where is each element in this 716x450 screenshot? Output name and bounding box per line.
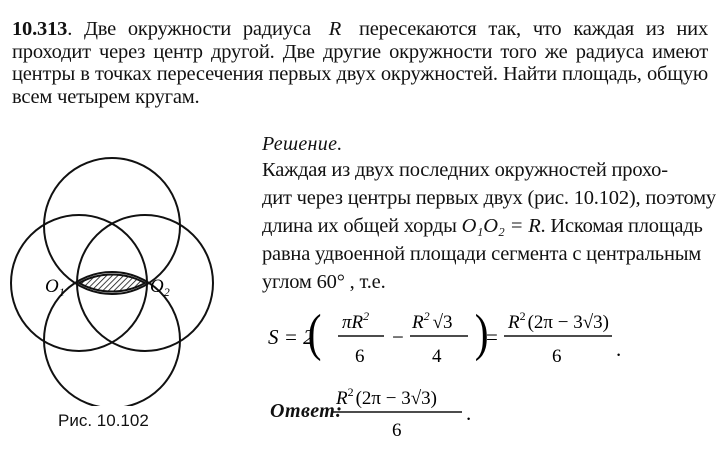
solution-line-5b: , т.е. bbox=[349, 271, 386, 293]
formula-end-dot: . bbox=[616, 337, 622, 361]
solution-line-2: дит через центры первых двух (рис. 10.102), поэтому bbox=[262, 187, 716, 209]
solution-line-3 bbox=[262, 212, 708, 240]
solution-line-5a: углом bbox=[262, 271, 312, 293]
answer-numerator: $R^2$ (2π − 3√3) bbox=[336, 385, 437, 409]
answer-denominator: 6 bbox=[392, 420, 402, 441]
frac2-numerator: $R^2$ √3 bbox=[412, 309, 453, 333]
four-circles-figure bbox=[0, 144, 245, 406]
formula-minus: − bbox=[392, 325, 404, 349]
answer-label: Ответ: bbox=[270, 400, 343, 422]
formula-right-paren: ) bbox=[474, 304, 489, 363]
result-numerator: $R^2$ (2π − 3√3) bbox=[508, 309, 609, 333]
formula-equals: = bbox=[486, 325, 498, 349]
problem-text-b: пересекаются так, что каждая из них проходит через центр другой. Две другие окружности того же радиуса имеют центры в точках пересечения первых двух окружностей. Найти площадь, общую всем четырем кругам. bbox=[12, 18, 708, 108]
angle-value: 60° bbox=[316, 271, 345, 293]
area-formula bbox=[250, 300, 650, 378]
problem-number: 10.313 bbox=[12, 18, 68, 40]
solution-line-4: равна удвоенной площади сегмента с центральным bbox=[262, 243, 702, 265]
result-denominator: 6 bbox=[552, 346, 562, 367]
label-o2: $O_2$ bbox=[150, 276, 170, 299]
figure-caption: Рис. 10.102 bbox=[58, 411, 149, 430]
radius-variable: R bbox=[328, 18, 342, 40]
solution-line-1: Каждая из двух последних окружностей прохо- bbox=[262, 159, 668, 181]
answer-end-dot: . bbox=[466, 401, 472, 425]
frac1-denominator: 6 bbox=[355, 346, 365, 367]
solution-line-5 bbox=[262, 268, 708, 296]
solution-line-3b: . Искомая площадь bbox=[540, 215, 703, 237]
problem-text-a: . Две окружности радиуса bbox=[67, 18, 311, 40]
answer-formula bbox=[330, 380, 500, 444]
formula-lhs: S = 2 bbox=[268, 325, 314, 349]
formula-left-paren: ( bbox=[307, 304, 322, 363]
solution-body bbox=[262, 156, 716, 296]
label-o1: $O_1$ bbox=[45, 276, 65, 299]
solution-line-3a: длина их общей хорды bbox=[262, 215, 457, 237]
frac2-denominator: 4 bbox=[432, 346, 442, 367]
chord-expression: O₁O₂ = R bbox=[461, 215, 541, 237]
frac1-numerator: $\pi R^2$ bbox=[342, 309, 370, 333]
problem-statement bbox=[12, 18, 708, 108]
solution-heading: Решение. bbox=[262, 133, 343, 155]
